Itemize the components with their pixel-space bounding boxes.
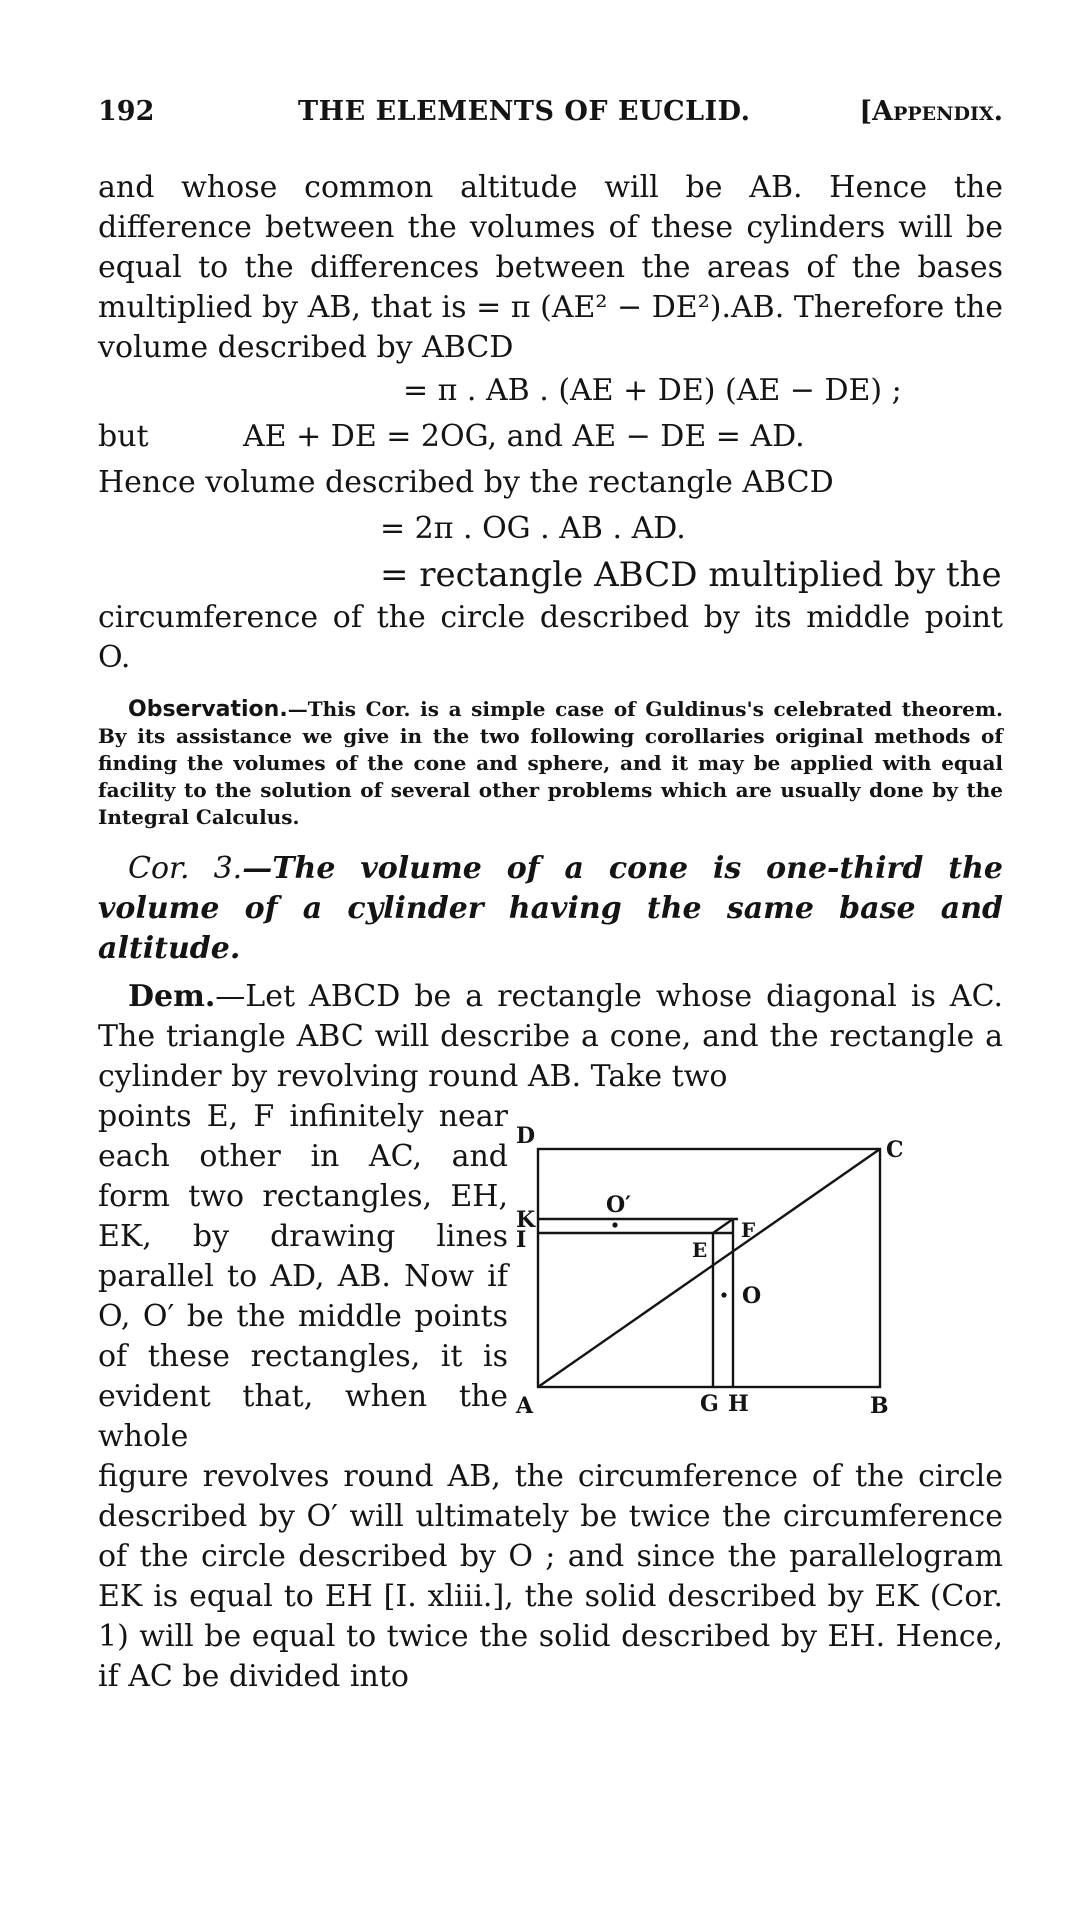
page-body — [98, 168, 1003, 1697]
corollary-3 — [98, 849, 1003, 969]
page-number: 192 — [98, 96, 155, 127]
line-ef — [713, 1219, 733, 1233]
label-a: A — [516, 1393, 534, 1419]
observation-text: —This Cor. is a simple case of Guldinus's celebrated theorem. By its assistance we give in the two following corollaries original methods of finding the volumes of the cone and sphere, and it may be applied with equal facility to the solution of several other problems which are usually done by the Integral Calculus. — [98, 697, 1003, 829]
corollary-label: Cor. 3. — [128, 851, 243, 886]
label-f: F — [741, 1218, 756, 1242]
demonstration — [98, 977, 1003, 1097]
observation-note — [98, 696, 1003, 831]
label-c: C — [886, 1137, 904, 1163]
but-equation: AE + DE = 2OG, and AE − DE = AD. — [243, 419, 805, 454]
geometric-figure — [508, 1097, 1003, 1429]
demonstration-text: —Let ABCD be a rectangle whose diagonal is AC. The triangle ABC will describe a cone, and the rectangle a cylinder by revolving round AB. Take two — [98, 979, 1003, 1094]
label-d: D — [516, 1123, 536, 1149]
equation-3: = rectangle ABCD multiplied by the — [380, 555, 1002, 595]
paragraph-1: and whose common altitude will be AB. Hence the difference between the volumes of these cylinders will be equal to the differences between the areas of the bases multiplied by AB, that is = π (AE² − DE²).AB. Therefore the volume described by ABCD — [98, 170, 1003, 365]
label-g: G — [700, 1391, 719, 1417]
but-label: but — [98, 419, 149, 454]
observation-heading: Observation. — [128, 697, 288, 722]
point-o — [721, 1292, 726, 1297]
equation-2: = 2π . OG . AB . AD. — [380, 511, 686, 546]
running-header — [98, 96, 1003, 136]
label-o: O — [742, 1283, 762, 1309]
paragraph-tail: figure revolves round AB, the circumference of the circle described by O′ will ultimately be twice the circumference of the circle described by O ; and since the parallelogram EK is equal to EH [I. xliii.], the solid described by EK (Cor. 1) will be equal to twice the solid described by EH. Hence, if AC be divided into — [98, 1459, 1003, 1694]
label-i: I — [516, 1227, 527, 1253]
label-o-prime: O′ — [606, 1192, 631, 1218]
equation-1: = π . AB . (AE + DE) (AE − DE) ; — [403, 373, 902, 408]
hence-line: Hence volume described by the rectangle ABCD — [98, 465, 834, 500]
paragraph-2: circumference of the circle described by its middle point O. — [98, 600, 1003, 675]
point-o-prime — [612, 1222, 617, 1227]
wrapped-text: points E, F infinitely near each other in AC, and form two rectangles, EH, EK, by drawing lines parallel to AD, AB. Now if O, O′ be the middle points of these rectangles, it is evident that, when the whole — [98, 1099, 508, 1454]
corollary-statement: —The volume of a cone is one-third the volume of a cylinder having the same base and altitude. — [98, 851, 1003, 966]
figure-svg — [508, 1097, 1003, 1429]
running-title: THE ELEMENTS OF EUCLID. — [298, 96, 751, 127]
label-e: E — [692, 1238, 708, 1262]
diagonal-ac — [538, 1149, 880, 1387]
label-b: B — [870, 1393, 889, 1419]
label-k: K — [516, 1207, 536, 1233]
but-line — [98, 414, 1003, 460]
label-h: H — [728, 1391, 749, 1417]
demonstration-label: Dem. — [128, 979, 216, 1014]
section-label: [Appendix. — [859, 96, 1003, 127]
figure-wrap — [98, 1097, 1003, 1457]
